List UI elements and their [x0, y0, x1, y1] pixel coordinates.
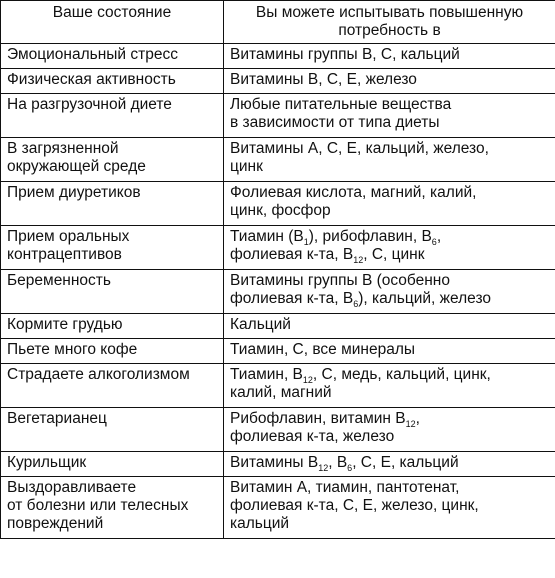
- state-line: Вегетарианец: [7, 410, 107, 427]
- need-text: калий, магний: [230, 384, 332, 401]
- table-row: [1, 226, 555, 270]
- state-line: В загрязненной: [7, 140, 119, 157]
- state-cell: [1, 226, 224, 270]
- table-row: [1, 477, 555, 539]
- state-cell: [1, 452, 224, 477]
- table-row: [1, 314, 555, 339]
- state-line: Физическая активность: [7, 71, 176, 88]
- state-cell: [1, 339, 224, 364]
- state-line: На разгрузочной диете: [7, 96, 172, 113]
- state-cell: [1, 364, 224, 408]
- table-row: [1, 44, 555, 69]
- need-cell: [224, 270, 555, 314]
- state-line: повреждений: [7, 515, 104, 532]
- state-cell: [1, 477, 224, 539]
- state-line: контрацептивов: [7, 246, 122, 263]
- need-cell: [224, 226, 555, 270]
- need-text: ), кальций, железо: [358, 290, 491, 307]
- state-cell: [1, 138, 224, 182]
- need-text: Тиамин, C, все минералы: [230, 341, 416, 358]
- need-text: , B: [328, 454, 348, 471]
- need-cell: [224, 314, 555, 339]
- need-text: Фолиевая кислота, магний, калий,: [230, 184, 477, 201]
- state-line: Прием диуретиков: [7, 184, 141, 201]
- need-text: фолиевая к-та, железо: [230, 428, 395, 445]
- state-cell: [1, 44, 224, 69]
- table-row: [1, 339, 555, 364]
- subscript: 6: [353, 299, 359, 310]
- subscript: 12: [302, 375, 313, 386]
- need-text: фолиевая к-та, C, E, железо, цинк,: [230, 497, 479, 514]
- need-text: Любые питательные вещества: [230, 96, 452, 113]
- need-cell: [224, 452, 555, 477]
- subscript: 12: [353, 255, 364, 266]
- need-text: Тиамин, B: [230, 366, 303, 383]
- state-cell: [1, 69, 224, 94]
- need-cell: [224, 138, 555, 182]
- header-state: Ваше состояние: [1, 1, 224, 44]
- need-text: Рибофлавин, витамин B: [230, 410, 406, 427]
- table-row: [1, 69, 555, 94]
- need-cell: [224, 364, 555, 408]
- state-line: Выздоравливаете: [7, 479, 137, 496]
- need-text: Витамины A, C, E, кальций, железо,: [230, 140, 489, 157]
- state-line: от болезни или телесных: [7, 497, 189, 514]
- need-cell: [224, 477, 555, 539]
- need-text: ), рибофлавин, B: [308, 228, 432, 245]
- state-cell: [1, 408, 224, 452]
- table-row: [1, 182, 555, 226]
- need-cell: [224, 94, 555, 138]
- table-row: [1, 94, 555, 138]
- state-cell: [1, 94, 224, 138]
- table-row: [1, 270, 555, 314]
- need-text: Витамины группы B, C, кальций: [230, 46, 460, 63]
- need-text: Витамин A, тиамин, пантотенат,: [230, 479, 460, 496]
- need-text: ,: [436, 228, 442, 245]
- state-line: Курильщик: [7, 454, 87, 471]
- table-row: [1, 364, 555, 408]
- subscript: 6: [347, 463, 353, 474]
- state-line: Прием оральных: [7, 228, 130, 245]
- state-line: Кормите грудью: [7, 316, 123, 333]
- need-text: , C, E, кальций: [352, 454, 459, 471]
- need-text: Тиамин (B: [230, 228, 304, 245]
- state-line: Страдаете алкоголизмом: [7, 366, 190, 383]
- state-cell: [1, 270, 224, 314]
- need-cell: [224, 44, 555, 69]
- need-text: кальций: [230, 515, 290, 532]
- need-text: , C, медь, кальций, цинк,: [312, 366, 491, 383]
- table-row: [1, 452, 555, 477]
- need-text: Витамины B, C, E, железо: [230, 71, 417, 88]
- need-text: цинк, фосфор: [230, 202, 331, 219]
- need-cell: [224, 182, 555, 226]
- state-line: Беременность: [7, 272, 111, 289]
- state-line: Пьете много кофе: [7, 341, 138, 358]
- subscript: 12: [318, 463, 329, 474]
- state-line: Эмоциональный стресс: [7, 46, 178, 63]
- need-cell: [224, 339, 555, 364]
- state-line: окружающей среде: [7, 158, 146, 175]
- need-text: фолиевая к-та, B: [230, 290, 354, 307]
- need-text: цинк: [230, 158, 263, 175]
- need-text: Витамины группы B (особенно: [230, 272, 450, 289]
- need-text: Витамины B: [230, 454, 319, 471]
- need-text: в зависимости от типа диеты: [230, 114, 440, 131]
- state-cell: [1, 182, 224, 226]
- need-text: фолиевая к-та, B: [230, 246, 354, 263]
- need-text: Кальций: [230, 316, 291, 333]
- subscript: 12: [405, 419, 416, 430]
- table-row: [1, 138, 555, 182]
- state-cell: [1, 314, 224, 339]
- need-cell: [224, 408, 555, 452]
- subscript: 6: [431, 237, 437, 248]
- header-need: Вы можете испытывать повышенную потребность в: [224, 1, 555, 44]
- need-cell: [224, 69, 555, 94]
- need-text: , C, цинк: [363, 246, 425, 263]
- table-header-row: [1, 1, 555, 44]
- subscript: 1: [303, 237, 309, 248]
- need-text: ,: [415, 410, 420, 427]
- table-row: [1, 408, 555, 452]
